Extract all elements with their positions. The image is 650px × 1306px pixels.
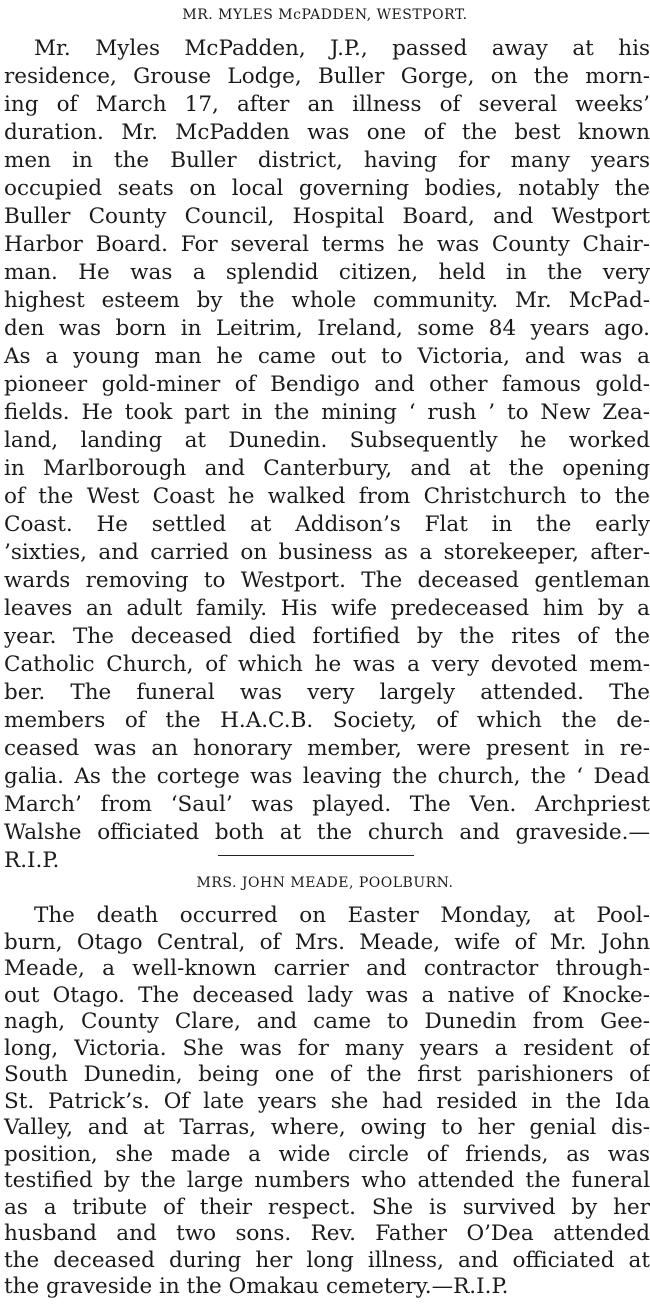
- article-2-line: husband and two sons. Rev. Father O’Dea attended: [4, 1221, 650, 1246]
- article-1-line: occupied seats on local governing bodies, notably the: [4, 176, 650, 201]
- article-1-line: land, landing at Dunedin. Subsequently he worked: [4, 428, 650, 453]
- article-1-line: in Marlborough and Canterbury, and at the opening: [4, 456, 650, 481]
- article-1-line: R.I.P.: [4, 848, 60, 873]
- article-1-line: leaves an adult family. His wife predeceased him by a: [4, 596, 650, 621]
- article-1-line: Mr. Myles McPadden, J.P., passed away at his: [34, 36, 650, 61]
- article-1-line: Buller County Council, Hospital Board, and Westport: [4, 204, 650, 229]
- article-1-line: duration. Mr. McPadden was one of the best known: [4, 120, 650, 145]
- article-1-line: As a young man he came out to Victoria, and was a: [4, 344, 650, 369]
- article-2-line: testified by the large numbers who attended the funeral: [4, 1168, 650, 1193]
- article-1-line: ’sixties, and carried on business as a storekeeper, after-: [4, 540, 650, 565]
- article-1-line: Walshe officiated both at the church and graveside.—: [4, 820, 650, 845]
- article-1-line: Harbor Board. For several terms he was County Chair-: [4, 232, 650, 257]
- article-1-line: of the West Coast he walked from Christchurch to the: [4, 484, 650, 509]
- article-1-line: den was born in Leitrim, Ireland, some 84 years ago.: [4, 316, 650, 341]
- article-2-line: the graveside in the Omakau cemetery.—R.I.P.: [4, 1274, 509, 1299]
- article-2-line: nagh, County Clare, and came to Dunedin from Gee-: [4, 1009, 650, 1034]
- article-2-line: South Dunedin, being one of the first parishioners of: [4, 1062, 650, 1087]
- article-1-line: March’ from ‘Saul’ was played. The Ven. Archpriest: [4, 792, 650, 817]
- article-2-line: burn, Otago Central, of Mrs. Meade, wife of Mr. John: [4, 929, 650, 955]
- article-2-title: MRS. JOHN MEADE, POOLBURN.: [196, 875, 454, 891]
- article-2-line: Valley, and at Tarras, where, owing to her genial dis-: [4, 1115, 650, 1140]
- article-2-line: St. Patrick’s. Of late years she had resided in the Ida: [4, 1088, 650, 1114]
- article-2-line: position, she made a wide circle of friends, as was: [4, 1141, 650, 1167]
- article-1-line: wards removing to Westport. The deceased gentleman: [4, 568, 650, 593]
- article-1-line: residence, Grouse Lodge, Buller Gorge, on the morn-: [4, 64, 650, 89]
- article-1-line: Catholic Church, of which he was a very devoted mem-: [4, 652, 650, 677]
- article-1-line: fields. He took part in the mining ‘ rush ’ to New Zea-: [4, 400, 650, 425]
- article-1-line: Coast. He settled at Addison’s Flat in the early: [4, 512, 650, 537]
- article-1-title: MR. MYLES McPADDEN, WESTPORT.: [182, 7, 468, 23]
- article-1-line: highest esteem by the whole community. Mr. McPad-: [4, 288, 650, 313]
- article-1-line: man. He was a splendid citizen, held in the very: [4, 260, 650, 285]
- article-1-line: members of the H.A.C.B. Society, of which the de-: [4, 708, 650, 733]
- article-1-line: ber. The funeral was very largely attended. The: [4, 680, 650, 705]
- article-2-line: as a tribute of their respect. She is survived by her: [4, 1194, 650, 1220]
- article-1-line: pioneer gold-miner of Bendigo and other famous gold-: [4, 372, 650, 397]
- article-1-line: ing of March 17, after an illness of several weeks’: [4, 92, 650, 117]
- article-1-line: ceased was an honorary member, were present in re-: [4, 736, 650, 761]
- article-1-line: galia. As the cortege was leaving the church, the ‘ Dead: [4, 764, 650, 789]
- section-divider: [218, 855, 414, 856]
- article-2-line: out Otago. The deceased lady was a native of Knocke-: [4, 982, 650, 1008]
- article-2-line: The death occurred on Easter Monday, at Pool-: [34, 903, 650, 928]
- article-2-line: the deceased during her long illness, and officiated at: [4, 1247, 650, 1273]
- article-2-line: Meade, a well-known carrier and contractor through-: [4, 956, 650, 981]
- article-1-line: men in the Buller district, having for many years: [4, 148, 650, 173]
- article-2-line: long, Victoria. She was for many years a resident of: [4, 1035, 650, 1061]
- article-1-line: year. The deceased died fortified by the rites of the: [4, 624, 650, 649]
